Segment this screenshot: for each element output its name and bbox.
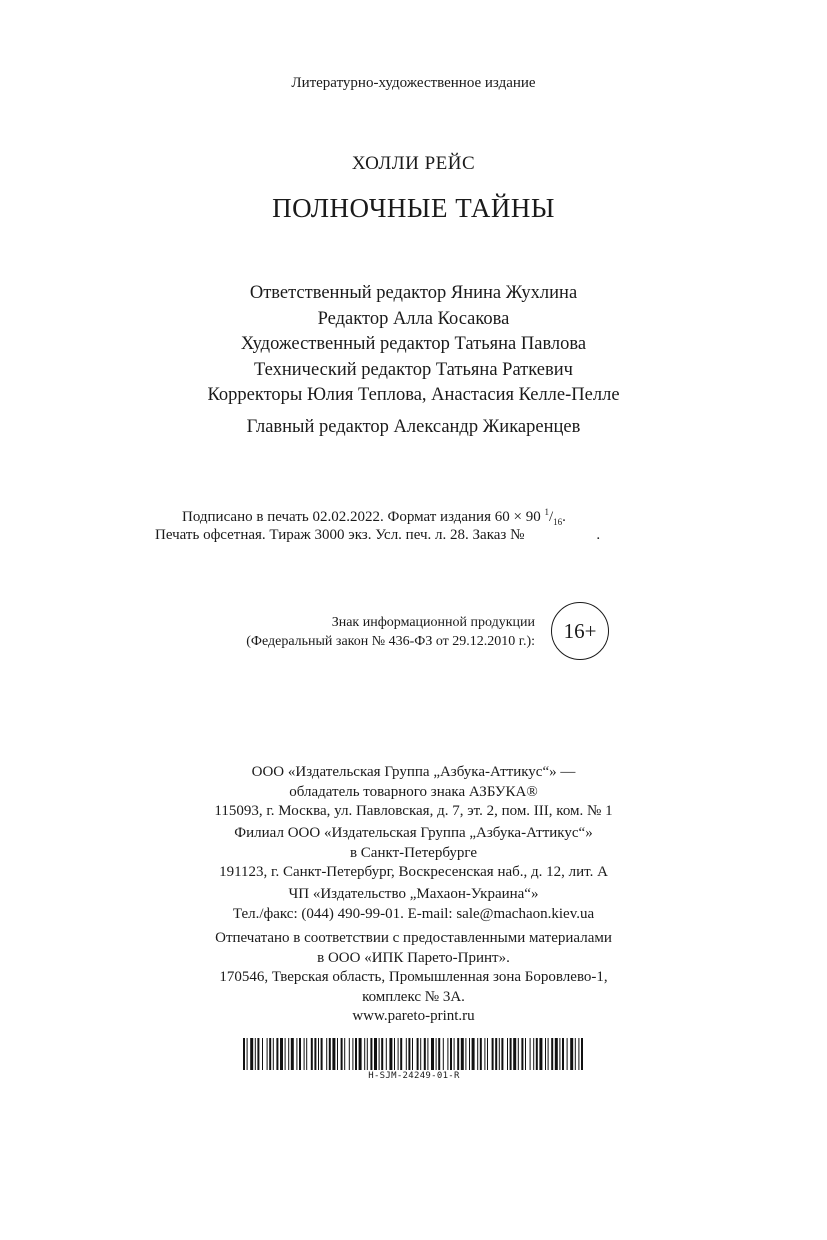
printer-line: www.pareto-print.ru — [352, 1008, 475, 1024]
credits-block — [0, 281, 827, 409]
barcode-bar — [332, 1038, 335, 1070]
format-fraction — [544, 509, 562, 525]
barcode-bar — [400, 1038, 402, 1070]
barcode-bar — [510, 1038, 512, 1070]
barcode-bar — [364, 1038, 365, 1070]
barcode-bar — [499, 1038, 500, 1070]
barcode-bar — [386, 1038, 387, 1070]
barcode-bar — [420, 1038, 421, 1070]
barcode-bar — [477, 1038, 478, 1070]
barcode-bar — [255, 1038, 256, 1070]
barcode-bar — [296, 1038, 297, 1070]
barcode-bar — [461, 1038, 464, 1070]
barcode-bar — [521, 1038, 523, 1070]
fraction-denominator: 16 — [553, 517, 563, 527]
barcode-bar — [291, 1038, 294, 1070]
barcode-bar — [344, 1038, 345, 1070]
publisher-line: ЧП «Издательство „Махаон-Украина“» — [288, 886, 539, 902]
barcode-text: H-SJM-24249-01-R — [368, 1071, 460, 1081]
barcode-bar — [355, 1038, 357, 1070]
barcode-bar — [436, 1038, 437, 1070]
barcode-bar — [321, 1038, 323, 1070]
barcode-bar — [306, 1038, 307, 1070]
credit-line: Технический редактор Татьяна Раткевич — [254, 359, 573, 380]
barcode-bar — [381, 1038, 383, 1070]
barcode-bar — [447, 1038, 448, 1070]
barcode-bar — [454, 1038, 455, 1070]
barcode-bar — [314, 1038, 316, 1070]
barcode-bar — [280, 1038, 283, 1070]
barcode-bar — [518, 1038, 519, 1070]
publisher-ukraine — [0, 885, 827, 924]
publisher-branch — [0, 824, 827, 883]
barcode-bar — [398, 1038, 399, 1070]
publisher-main — [0, 763, 827, 822]
barcode-icon — [243, 1038, 585, 1070]
barcode-bar — [438, 1038, 440, 1070]
barcode-bar — [536, 1038, 538, 1070]
barcode-bar — [548, 1038, 549, 1070]
barcode-bar — [285, 1038, 286, 1070]
printer-line: комплекс № 3А. — [362, 988, 465, 1005]
publisher-line: в Санкт-Петербурге — [349, 844, 478, 861]
barcode-bar — [394, 1038, 395, 1070]
barcode-bar — [539, 1038, 542, 1070]
age-rating-badge: 16+ — [551, 602, 609, 660]
barcode-bar — [501, 1038, 503, 1070]
chief-editor: Главный редактор Александр Жикаренцев — [246, 417, 581, 437]
barcode-bar — [311, 1038, 313, 1070]
barcode-bar — [352, 1038, 353, 1070]
printer-line: в ООО «ИПК Парето-Принт». — [317, 949, 510, 966]
barcode-bar — [406, 1038, 407, 1070]
barcode-bar — [551, 1038, 553, 1070]
barcode-bar — [570, 1038, 573, 1070]
age-rating-line: Знак информационной продукции — [331, 615, 535, 630]
fraction-numerator: 1 — [544, 507, 549, 517]
printer-line: 170546, Тверская область, Промышленная зона Боровлево-1, — [219, 969, 608, 985]
credit-line: Корректоры Юлия Теплова, Анастасия Келле-Пелле — [207, 385, 620, 405]
barcode-bar — [243, 1038, 245, 1070]
barcode-bar — [412, 1038, 413, 1070]
publisher-line: обладатель товарного знака АЗБУКА® — [289, 783, 538, 800]
barcode-bar — [465, 1038, 466, 1070]
barcode-bar — [562, 1038, 564, 1070]
barcode-bar — [427, 1038, 428, 1070]
barcode-bar — [495, 1038, 497, 1070]
publisher-line: Тел./факс: (044) 490-99-01. E-mail: sale@machaon.kiev.ua — [232, 905, 595, 922]
print-info-end: . — [596, 527, 601, 543]
print-info-line-1 — [182, 507, 566, 527]
book-title: ПОЛНОЧНЫЕ ТАЙНЫ — [272, 193, 555, 223]
barcode-bar — [530, 1038, 531, 1070]
print-info-text: Подписано в печать 02.02.2022. Формат издания 60 × 90 — [182, 509, 541, 525]
age-rating-label — [205, 613, 535, 651]
publisher-line: ООО «Издательская Группа „Азбука-Аттикус“» — — [251, 764, 576, 780]
barcode-bar — [487, 1038, 488, 1070]
barcode-bar — [424, 1038, 426, 1070]
barcode-bar — [337, 1038, 338, 1070]
barcode-bar — [472, 1038, 475, 1070]
series-label: Литературно-художественное издание — [291, 75, 536, 91]
barcode-bar — [267, 1038, 268, 1070]
barcode-bar — [374, 1038, 377, 1070]
barcode-bar — [507, 1038, 508, 1070]
barcode-bar — [349, 1038, 350, 1070]
author-name: ХОЛЛИ РЕЙС — [351, 153, 476, 174]
barcode-bar — [525, 1038, 526, 1070]
barcode-bar — [326, 1038, 327, 1070]
age-rating-line: (Федеральный закон № 436-ФЗ от 29.12.2010 г.): — [246, 634, 535, 649]
barcode-bar — [575, 1038, 576, 1070]
barcode-bar — [359, 1038, 362, 1070]
barcode-bar — [250, 1038, 253, 1070]
barcode-bar — [367, 1038, 368, 1070]
barcode-bar — [581, 1038, 583, 1070]
barcode-bar — [389, 1038, 392, 1070]
barcode-bar — [457, 1038, 459, 1070]
barcode-bar — [533, 1038, 534, 1070]
barcode-bar — [304, 1038, 305, 1070]
barcode-bar — [329, 1038, 331, 1070]
barcode-bar — [559, 1038, 560, 1070]
barcode-bar — [443, 1038, 444, 1070]
barcode-bar — [408, 1038, 410, 1070]
barcode-bar — [480, 1038, 482, 1070]
barcode-bar — [257, 1038, 259, 1070]
publisher-line: Филиал ООО «Издательская Группа „Азбука-Аттикус“» — [234, 825, 593, 841]
printer-info — [0, 929, 827, 1027]
credit-line: Ответственный редактор Янина Жухлина — [249, 283, 578, 303]
barcode-bar — [567, 1038, 568, 1070]
barcode-bar — [341, 1038, 343, 1070]
print-info-end: . — [562, 509, 566, 525]
barcode-bar — [484, 1038, 485, 1070]
credit-line: Художественный редактор Татьяна Павлова — [240, 334, 587, 354]
barcode-bar — [545, 1038, 546, 1070]
barcode-bar — [450, 1038, 452, 1070]
print-info-text: Печать офсетная. Тираж 3000 экз. Усл. печ. л. 28. Заказ № — [155, 527, 525, 543]
barcode-bar — [513, 1038, 516, 1070]
barcode-bar — [269, 1038, 271, 1070]
barcode-bar — [417, 1038, 419, 1070]
barcode-bar — [318, 1038, 319, 1070]
barcode-bar — [379, 1038, 380, 1070]
barcode-bar — [578, 1038, 579, 1070]
barcode-bar — [247, 1038, 248, 1070]
fraction-separator: / — [548, 509, 554, 525]
barcode-bar — [262, 1038, 263, 1070]
printer-line: Отпечатано в соответствии с предоставленными материалами — [215, 930, 612, 946]
credit-line: Редактор Алла Косакова — [317, 308, 510, 329]
barcode-bar — [276, 1038, 278, 1070]
print-info-line-2 — [155, 527, 600, 544]
barcode-bar — [273, 1038, 274, 1070]
barcode-bar — [299, 1038, 301, 1070]
barcode-bar — [492, 1038, 494, 1070]
publisher-line: 115093, г. Москва, ул. Павловская, д. 7, эт. 2, пом. III, ком. № 1 — [214, 803, 613, 819]
barcode-bar — [469, 1038, 470, 1070]
barcode-bar — [431, 1038, 434, 1070]
barcode-bar — [370, 1038, 372, 1070]
barcode-bar — [288, 1038, 289, 1070]
barcode-bar — [555, 1038, 558, 1070]
publisher-line: 191123, г. Санкт-Петербург, Воскресенская наб., д. 12, лит. А — [219, 864, 608, 880]
